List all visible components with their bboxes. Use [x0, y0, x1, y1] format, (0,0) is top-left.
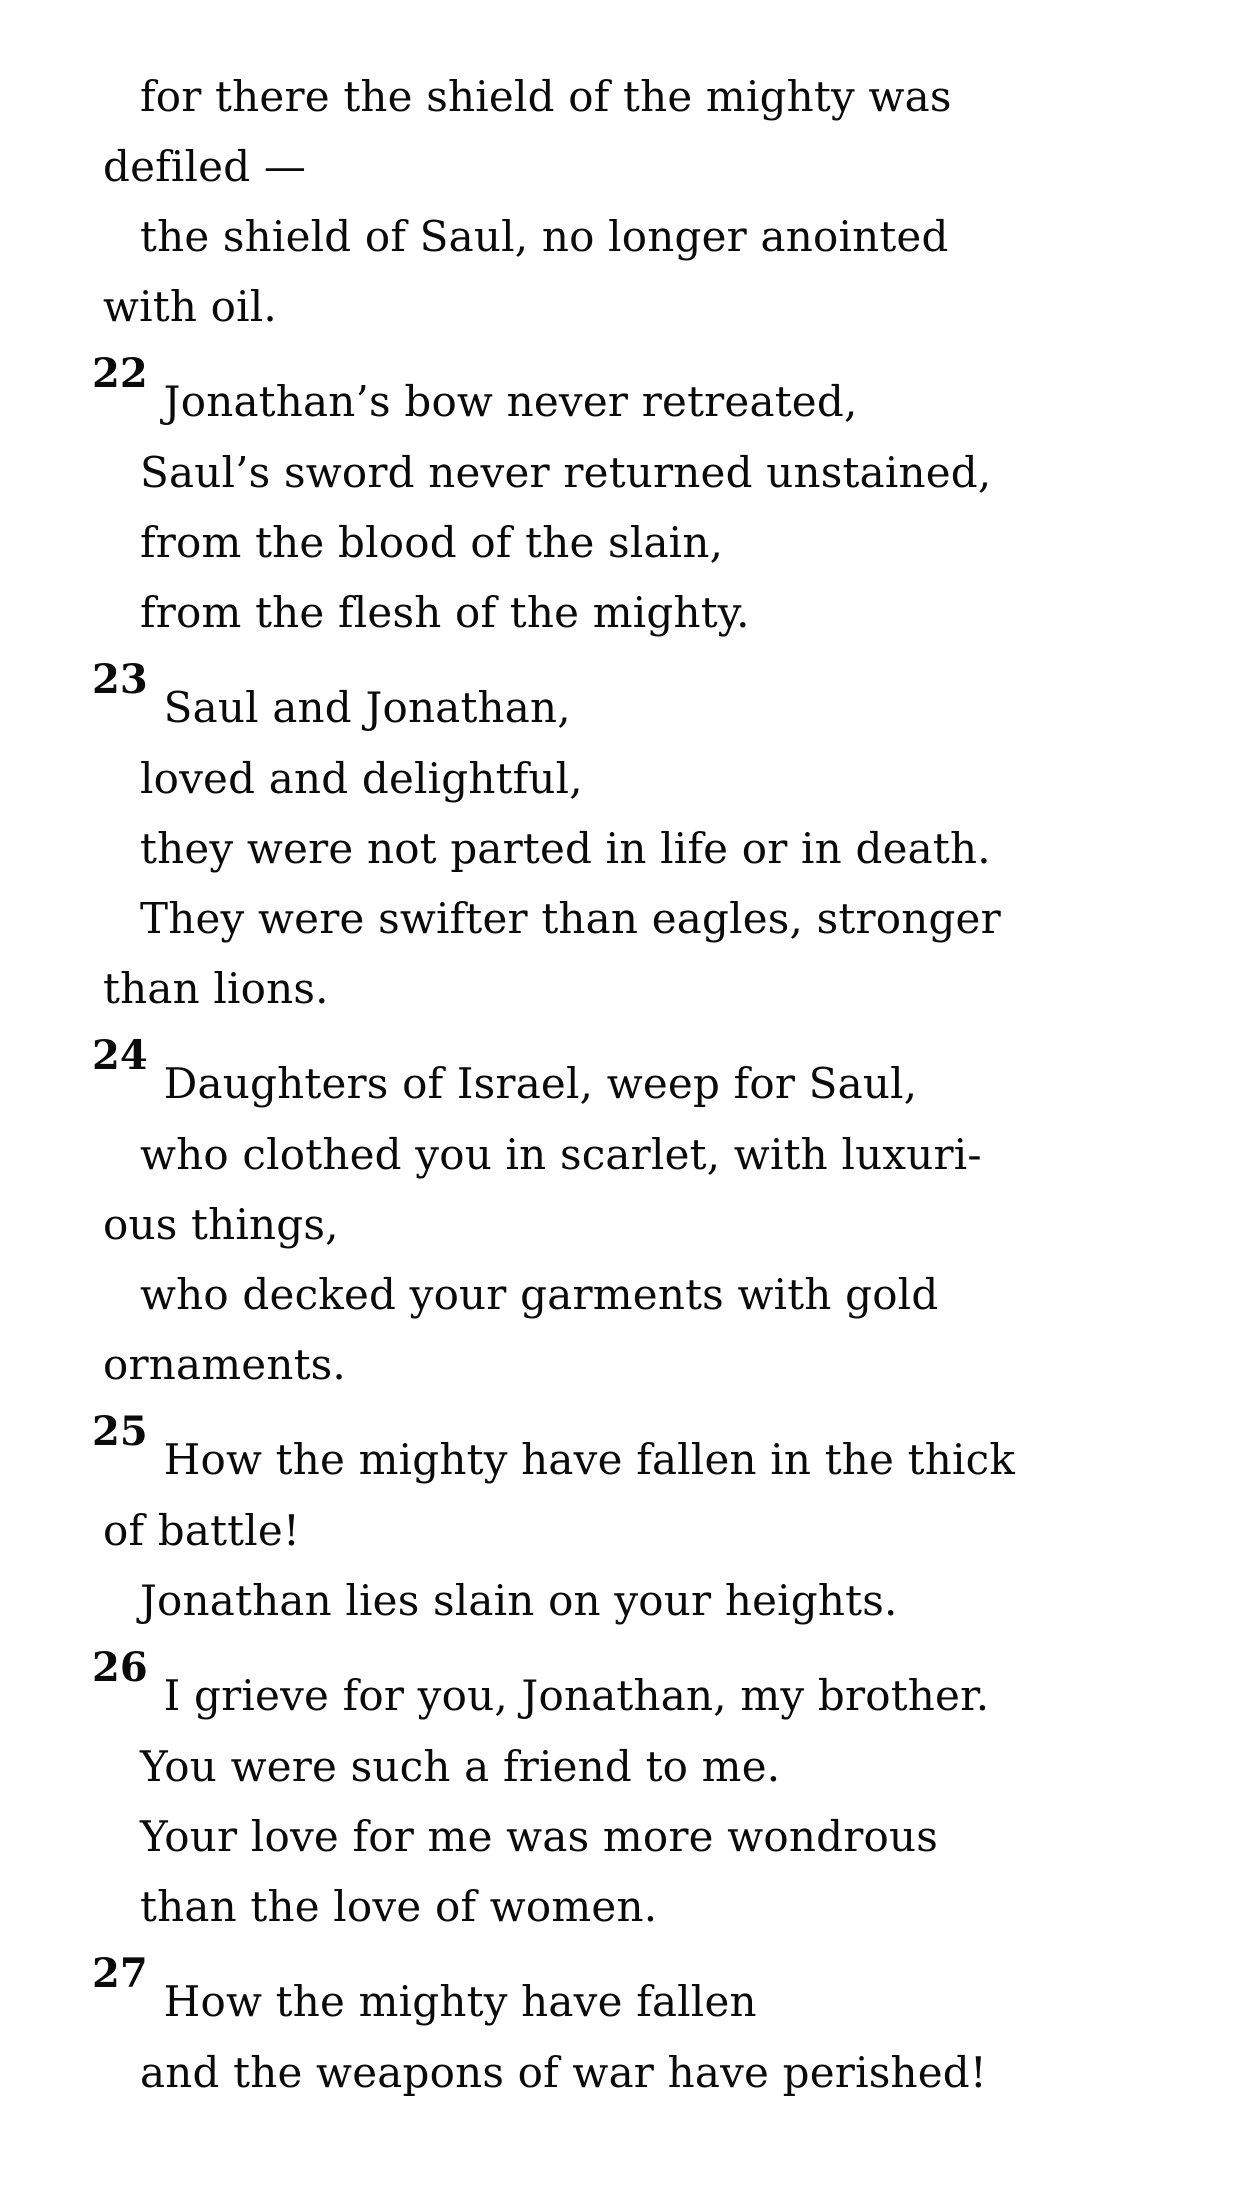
poem-line: from the flesh of the mighty. [140, 588, 750, 637]
poem-line: loved and delightful, [140, 754, 583, 803]
verse-number: 27 [92, 1950, 148, 1997]
poem-line: and the weapons of war have perished! [140, 2048, 987, 2097]
verse-start-line: 22Jonathan’s bow never retreated, [92, 350, 858, 426]
verse-start-line: 27How the mighty have fallen [92, 1950, 757, 2026]
verse-start-line: 26I grieve for you, Jonathan, my brother. [92, 1644, 990, 1720]
poem-line: Your love for me was more wondrous [140, 1812, 939, 1861]
poem-line: Jonathan lies slain on your heights. [140, 1576, 898, 1625]
poem-line: the shield of Saul, no longer anointed [140, 212, 949, 261]
poem-line: for there the shield of the mighty was [140, 72, 952, 121]
verse-number: 25 [92, 1408, 148, 1455]
verse-number: 24 [92, 1032, 148, 1079]
verse-start-line: 24Daughters of Israel, weep for Saul, [92, 1032, 918, 1108]
verse-number: 23 [92, 656, 148, 703]
poem-line: Saul’s sword never returned unstained, [140, 448, 992, 497]
wrapped-line: than lions. [103, 964, 329, 1013]
verse-number: 22 [92, 350, 148, 397]
wrapped-line: with oil. [103, 282, 277, 331]
wrapped-line: ornaments. [103, 1340, 346, 1389]
poem-line: They were swifter than eagles, stronger [140, 894, 1001, 943]
poem-line: from the blood of the slain, [140, 518, 724, 567]
poem-line: who decked your garments with gold [140, 1270, 939, 1319]
wrapped-line: defiled — [103, 142, 307, 191]
poem-line: You were such a friend to me. [140, 1742, 781, 1791]
poem-line: who clothed you in scarlet, with luxuri- [140, 1130, 982, 1179]
poem-line: than the love of women. [140, 1882, 658, 1931]
verse-start-line: 25How the mighty have fallen in the thick [92, 1408, 1015, 1484]
wrapped-line: ous things, [103, 1200, 339, 1249]
verse-number: 26 [92, 1644, 148, 1691]
poem-line: they were not parted in life or in death. [140, 824, 991, 873]
wrapped-line: of battle! [103, 1506, 301, 1555]
verse-start-line: 23Saul and Jonathan, [92, 656, 571, 732]
